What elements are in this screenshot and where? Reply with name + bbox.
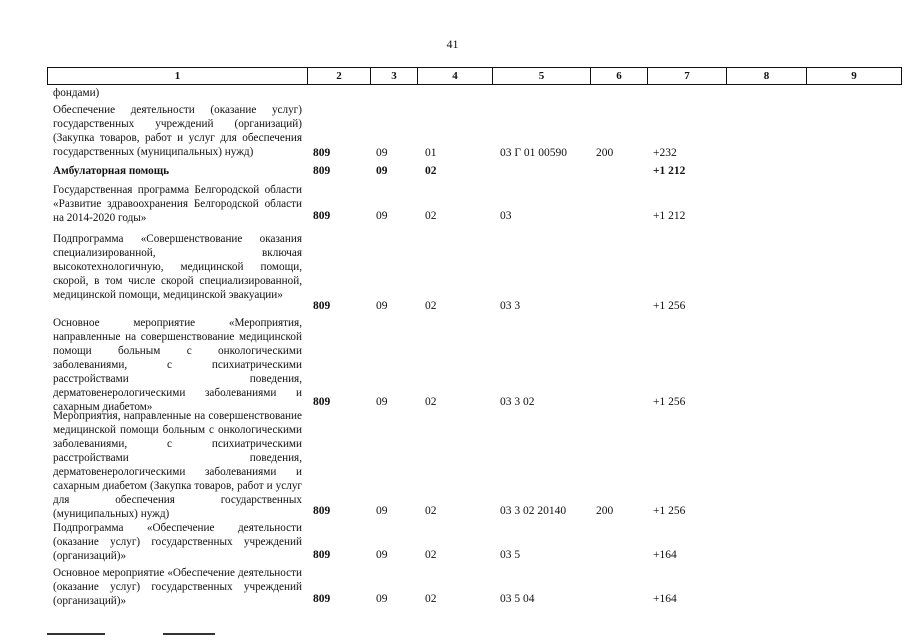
- header-col-3: 3: [371, 68, 418, 84]
- row-target: 03 3 02 20140: [500, 505, 567, 517]
- row-target: 03 Г 01 00590: [500, 147, 568, 159]
- row-section: 09: [376, 505, 388, 517]
- row-target: 03 3 02: [500, 396, 535, 408]
- row-amount: +232: [653, 147, 677, 159]
- row-amount: +1 212: [653, 165, 686, 177]
- row-name: Обеспечение деятельности (оказание услуг) государственных учреждений (организаций) (Закупка товаров, работ и услуг для обеспечения государственных (муниципальных) нужд): [53, 104, 302, 158]
- header-col-4: 4: [418, 68, 493, 84]
- row-target: 03 3: [500, 300, 521, 312]
- header-col-7: 7: [648, 68, 727, 84]
- row-section: 09: [376, 300, 388, 312]
- row-code-admin: 809: [313, 505, 331, 517]
- scan-mark: [47, 633, 105, 635]
- row-section: 09: [376, 549, 388, 561]
- header-col-8: 8: [727, 68, 807, 84]
- row-code-admin: 809: [313, 593, 331, 605]
- row-code-admin: 809: [313, 147, 331, 159]
- row-expense-type: 200: [596, 505, 614, 517]
- row-section: 09: [376, 210, 388, 222]
- row-name: Государственная программа Белгородской области «Развитие здравоохранения Белгородской области на 2014-2020 годы»: [53, 184, 302, 224]
- row-amount: +164: [653, 593, 677, 605]
- header-col-5: 5: [493, 68, 591, 84]
- row-subsection: 02: [425, 505, 437, 517]
- row-amount: +1 212: [653, 210, 686, 222]
- row-target: 03 5: [500, 549, 521, 561]
- header-col-1: 1: [48, 68, 308, 84]
- row-code-admin: 809: [313, 396, 331, 408]
- row-subsection: 02: [425, 593, 437, 605]
- row-subsection: 01: [425, 147, 437, 159]
- row-code-admin: 809: [313, 210, 331, 222]
- header-col-9: 9: [851, 70, 857, 82]
- row-amount: +1 256: [653, 396, 686, 408]
- row-amount: +1 256: [653, 505, 686, 517]
- header-col-2: 2: [308, 68, 371, 84]
- row-name: фондами): [53, 87, 100, 99]
- row-subsection: 02: [425, 210, 437, 222]
- row-name: Подпрограмма «Совершенствование оказания специализированной, включая высокотехнологичную, медицинской помощи, скорой, в том числе скорой специализированной, медицинской помощи, медицинской эвакуации»: [53, 233, 302, 301]
- page-number: 41: [446, 37, 459, 51]
- scan-mark: [163, 633, 215, 635]
- row-code-admin: 809: [313, 165, 331, 177]
- row-code-admin: 809: [313, 300, 331, 312]
- row-name: Основное мероприятие «Мероприятия, направленные на совершенствование медицинской помощи больным с онкологическими заболеваниями, с психиатрическими расстройствами поведения, дерматовенерологическими заболеваниями и сахарным диабетом»: [53, 317, 302, 413]
- row-subsection: 02: [425, 396, 437, 408]
- row-subsection: 02: [425, 549, 437, 561]
- header-col-6: 6: [591, 68, 648, 84]
- row-name: Основное мероприятие «Обеспечение деятельности (оказание услуг) государственных учреждений (организаций)»: [53, 567, 302, 607]
- row-amount: +164: [653, 549, 677, 561]
- row-section: 09: [376, 593, 388, 605]
- row-code-admin: 809: [313, 549, 331, 561]
- row-subsection: 02: [425, 165, 437, 177]
- row-name: Амбулаторная помощь: [53, 165, 170, 177]
- row-section: 09: [376, 396, 388, 408]
- row-section: 09: [376, 147, 388, 159]
- row-subsection: 02: [425, 300, 437, 312]
- row-target: 03: [500, 210, 512, 222]
- row-section: 09: [376, 165, 388, 177]
- row-amount: +1 256: [653, 300, 686, 312]
- row-name: Мероприятия, направленные на совершенствование медицинской помощи больным с онкологическими заболеваниями, с психиатрическими расстройствами поведения, дерматовенерологическими заболеваниями и сахарным диабетом (Закупка товаров, работ и услуг для обеспечения государственных (муниципальных) нужд): [53, 410, 302, 520]
- row-name: Подпрограмма «Обеспечение деятельности (оказание услуг) государственных учреждений (организаций)»: [53, 522, 302, 562]
- table-header: [47, 67, 902, 85]
- row-expense-type: 200: [596, 147, 614, 159]
- row-target: 03 5 04: [500, 593, 535, 605]
